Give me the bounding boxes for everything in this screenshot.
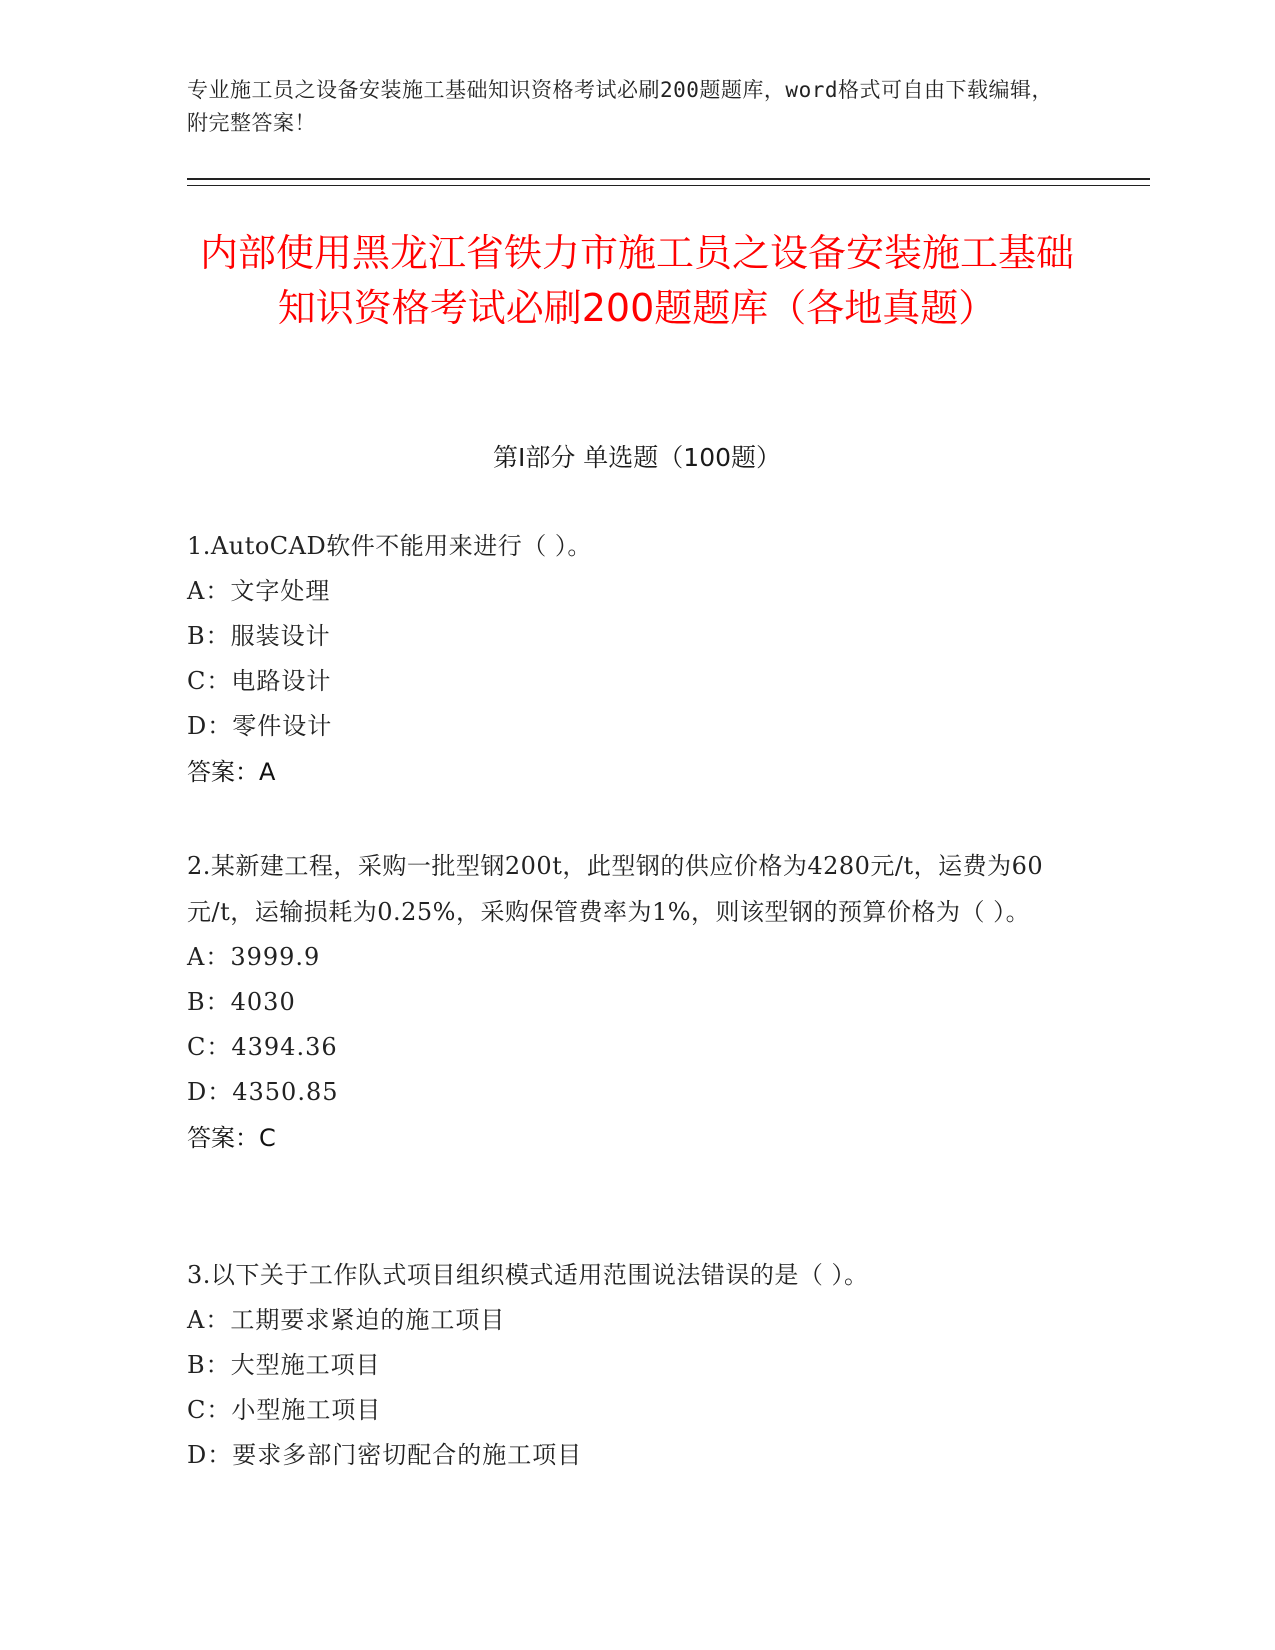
option-a: A：3999.9 bbox=[187, 943, 321, 971]
header-note: 专业施工员之设备安装施工基础知识资格考试必刷200题题库，word格式可自由下载编辑，附完整答案！ bbox=[187, 78, 1053, 135]
option-b: B：4030 bbox=[187, 988, 296, 1016]
header-rule-thick bbox=[187, 178, 1150, 180]
answer-line: 答案：C bbox=[187, 1124, 276, 1152]
question-stem: 1.AutoCAD软件不能用来进行（ ）。 bbox=[187, 532, 592, 560]
option-d: D：4350.85 bbox=[187, 1078, 339, 1106]
option-a: A：文字处理 bbox=[187, 577, 331, 605]
option-c: C：小型施工项目 bbox=[187, 1396, 382, 1424]
option-c: C：4394.36 bbox=[187, 1033, 338, 1061]
answer-line: 答案：A bbox=[187, 758, 276, 786]
option-d: D：要求多部门密切配合的施工项目 bbox=[187, 1441, 583, 1469]
option-b: B：服装设计 bbox=[187, 622, 331, 650]
document-title: 内部使用黑龙江省铁力市施工员之设备安装施工基础知识资格考试必刷200题题库（各地真题） bbox=[199, 231, 1074, 330]
option-a: A：工期要求紧迫的施工项目 bbox=[187, 1306, 506, 1334]
option-c: C：电路设计 bbox=[187, 667, 332, 695]
header-rule-thin bbox=[187, 185, 1150, 186]
question-stem: 3.以下关于工作队式项目组织模式适用范围说法错误的是（ ）。 bbox=[187, 1261, 869, 1289]
option-d: D：零件设计 bbox=[187, 712, 333, 740]
option-b: B：大型施工项目 bbox=[187, 1351, 381, 1379]
question-2 bbox=[187, 843, 1067, 1161]
question-3 bbox=[187, 1252, 1067, 1478]
question-stem: 2.某新建工程，采购一批型钢200t，此型钢的供应价格为4280元/t，运费为60元/t，运输损耗为0.25%，采购保管费率为1%，则该型钢的预算价格为（ ）。 bbox=[187, 852, 1044, 926]
section-title: 第Ⅰ部分 单选题（100题） bbox=[492, 443, 782, 472]
question-1 bbox=[187, 523, 1067, 795]
